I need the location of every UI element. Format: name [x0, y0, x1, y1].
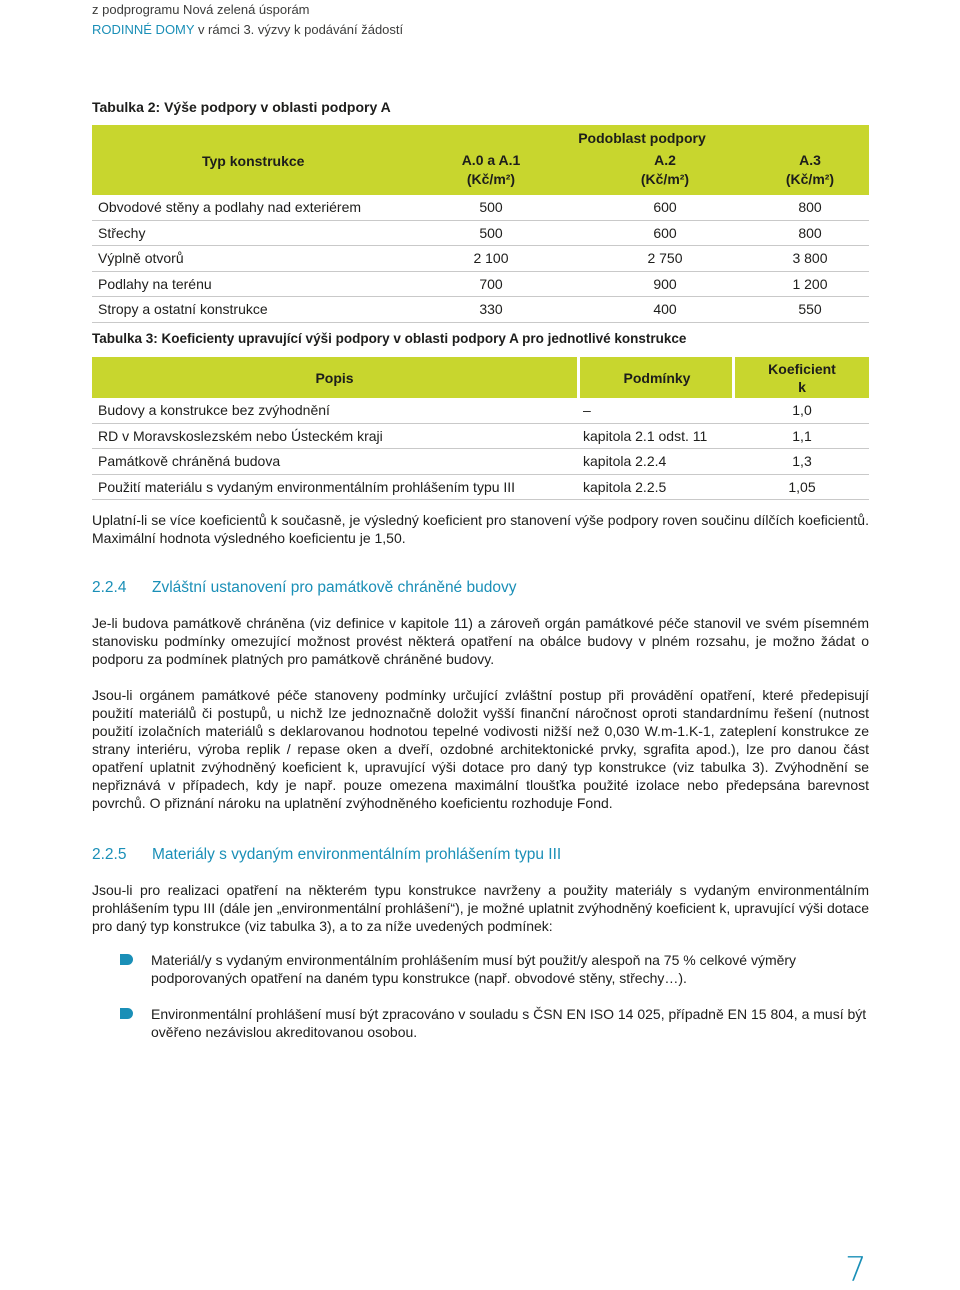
- table-row: Budovy a konstrukce bez zvýhodnění – 1,0: [92, 398, 869, 424]
- table-row: Podlahy na terénu 700 900 1 200: [92, 272, 869, 298]
- section-heading: 2.2.5 Materiály s vydaným environmentálním prohlášením typu III: [92, 846, 562, 863]
- col-podminky: Podmínky: [623, 370, 691, 386]
- paragraph: Je-li budova památkově chráněna (viz definice v kapitole 11) a zároveň orgán památkové péče stanovil ve svém písemném stanovisku podmínky omezující možnost provést některá opatření na obálce budovy v plném rozsahu, je možno žádat o podporu za podmínek platných pro památkově chráněné budovy.: [92, 615, 869, 667]
- header-divider: [732, 357, 735, 398]
- support-table-header: [92, 125, 869, 195]
- header-accent: RODINNÉ DOMY: [92, 22, 195, 37]
- col-a0-a1: A.0 a A.1 (Kč/m²): [461, 152, 521, 187]
- col-a2: A.2 (Kč/m²): [640, 152, 690, 187]
- paragraph: Jsou-li pro realizaci opatření na některém typu konstrukce navrženy a použity materiály s vydaným environmentálním prohlášením typu III (dále jen „environmentální prohlášení“), je možné uplatnit zvýhodněný koeficient k, upravující výši dotace pro daný typ konstrukce (viz tabulka 3), a to za níže uvedených podmínek:: [92, 882, 869, 934]
- bullet-icon: [120, 1008, 133, 1019]
- coefficient-table-header: [92, 357, 869, 398]
- table-row: Památkově chráněná budova kapitola 2.2.4 1,3: [92, 449, 869, 475]
- table-row: RD v Moravskoslezském nebo Ústeckém kraji kapitola 2.1 odst. 11 1,1: [92, 424, 869, 450]
- table-row: Střechy 500 600 800: [92, 221, 869, 247]
- table3-caption: Tabulka 3: Koeficienty upravující výši podpory v oblasti podpory A pro jednotlivé konstrukce: [92, 331, 687, 346]
- section-heading: 2.2.4 Zvláštní ustanovení pro památkově chráněné budovy: [92, 579, 517, 596]
- bullet-icon: [120, 954, 133, 965]
- header-program: z podprogramu Nová zelená úsporám: [92, 2, 310, 17]
- header-divider: [577, 357, 580, 398]
- table-row: Výplně otvorů 2 100 2 750 3 800: [92, 246, 869, 272]
- col-group: Podoblast podpory: [578, 130, 706, 146]
- paragraph: Jsou-li orgánem památkové péče stanoveny podmínky určující zvláštní postup při provádění opatření, které předepisují použití materiálů či postupů, u nichž lze jednoznačně doložit vyšší finanční náročnost oproti standardnímu řešení (nutnost použití izolačních materiálů s deklarovanou hodnotou tepelné vodivosti nižší než 0,030 W.m-1.K-1, zateplení konstrukce ze strany interiéru, výroba replik / repase oken a dveří, ozdobné architektonické prvky, sgrafita apod.), lze pro danou část opatření uplatnit zvýhodněný koeficient k, upravující výši dotace pro daný typ konstrukce (viz tabulka 3). Zvýhodnění se nepřiznává v případech, kdy je např. pouze omezena maximální tloušťka použité izolace nebo předepsána barevnost povrchů. O přiznání nároku na uplatnění zvýhodněného koeficientu rozhoduje Fond.: [92, 687, 869, 811]
- col-a3: A.3 (Kč/m²): [785, 152, 835, 187]
- coefficient-note: Uplatní-li se více koeficientů k současně, je výsledný koeficient pro stanovení výše podpory roven součinu dílčích koeficientů. Maximální hodnota výsledného koeficientu je 1,50.: [92, 512, 869, 546]
- coefficient-table: [92, 357, 869, 500]
- table-row: Stropy a ostatní konstrukce 330 400 550: [92, 297, 869, 323]
- table-row: Obvodové stěny a podlahy nad exteriérem 500 600 800: [92, 195, 869, 221]
- col-koeficient: Koeficient k: [768, 361, 836, 395]
- page-number: 7: [845, 1250, 867, 1290]
- header-subtitle: [92, 22, 403, 37]
- table2-caption: Tabulka 2: Výše podpory v oblasti podpory A: [92, 99, 391, 115]
- support-table: [92, 125, 869, 323]
- header-rest: v rámci 3. výzvy k podávání žádostí: [194, 22, 404, 37]
- table-row: Použití materiálu s vydaným environmentálním prohlášením typu III kapitola 2.2.5 1,05: [92, 475, 869, 501]
- col-popis: Popis: [315, 370, 354, 386]
- col-type: Typ konstrukce: [202, 153, 305, 169]
